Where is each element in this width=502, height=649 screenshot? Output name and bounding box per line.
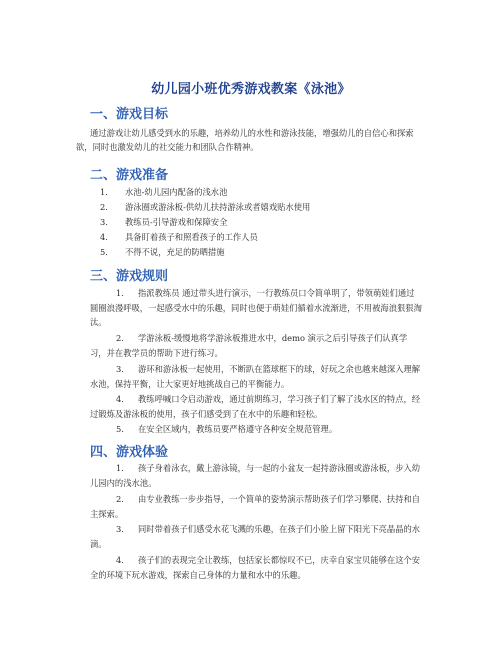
list-item: [90, 492, 422, 521]
list-item: [90, 461, 422, 490]
list-item-number: 3.: [116, 524, 124, 534]
section-heading-rules: 三、游戏规则: [90, 269, 169, 284]
section-heading-preparation: 二、游戏准备: [90, 168, 169, 183]
list-item-text: 孩子们的表现完全让教练，包括家长都惊叹不已，庆幸自家宝贝能够在这个安全的环境下玩水游戏，探索自己身体的力量和水中的乐趣。: [90, 555, 421, 580]
list-item: [100, 185, 227, 199]
list-item: [100, 200, 310, 214]
list-item: [90, 553, 422, 582]
list-item: [90, 422, 422, 437]
list-item-text: 游环和游泳板一起使用，不断趴在篮球框下的球，好玩之余也越来越深入理解水池，保持平衡，让大家更好地挑战自己的平衡能力。: [90, 364, 421, 389]
list-item-number: 4.: [116, 394, 124, 404]
list-item: [100, 245, 225, 259]
list-item-text: 指派教练员 通过带头进行演示，一行教练员口令简单明了，带领萌娃们通过圆圈浪漫呼吸，一起感受水中的乐趣，同时也便于萌娃们循着水流渐进，不用被海浪狠狠淘汰。: [90, 288, 422, 327]
list-item: [100, 215, 227, 229]
list-item-text: 在安全区域内，教练员要严格遵守各种安全规范管理。: [138, 424, 338, 434]
section-heading-goals: 一、游戏目标: [90, 107, 169, 122]
list-item-text: 水池-幼儿园内配备的浅水池: [125, 187, 228, 197]
list-item: [90, 331, 422, 360]
list-item-number: 3.: [100, 217, 108, 227]
list-item-text: 由专业教练一步步指导，一个简单的姿势演示帮助孩子们学习攀爬、扶持和自主探索。: [90, 494, 421, 519]
list-item-number: 2.: [100, 202, 108, 212]
list-item-text: 游泳圈或游泳板-供幼儿扶持游泳或者嬉戏贴水使用: [125, 202, 311, 212]
list-item-text: 同时带着孩子们感受水花飞溅的乐趣，在孩子们小脸上留下阳光下亮晶晶的水滴。: [90, 524, 421, 549]
list-item-text: 孩子身着泳衣，戴上游泳镜，与一起的小盆友一起持游泳圈或游泳板，步入幼儿园内的浅水池。: [90, 463, 421, 488]
list-item-text: 教练员-引导游戏和保障安全: [125, 217, 228, 227]
list-item-number: 5.: [100, 247, 108, 257]
list-item-text: 具备盯着孩子和照看孩子的工作人员: [125, 232, 258, 242]
list-item-text: 教练呼喊口令启动游戏，通过前期练习，学习孩子们了解了浅水区的特点，经过锻炼及游泳板的使用，孩子们感受到了在水中的乐趣和轻松。: [90, 394, 421, 419]
list-item-number: 2.: [116, 333, 124, 343]
list-item-text: 不得不说，充足的防晒措施: [125, 247, 225, 257]
list-item: [90, 392, 422, 421]
section-goals-body: 通过游戏让幼儿感受到水的乐趣，培养幼儿的水性和游泳技能，增强幼儿的自信心和探索欲，同时也激发幼儿的社交能力和团队合作精神。: [76, 128, 414, 152]
list-item-number: 2.: [116, 494, 124, 504]
list-item-number: 4.: [100, 232, 108, 242]
list-item-number: 5.: [116, 424, 124, 434]
list-item-number: 3.: [116, 364, 124, 374]
list-item: [90, 522, 422, 551]
list-item-number: 4.: [116, 555, 124, 565]
section-heading-experience: 四、游戏体验: [90, 445, 169, 460]
list-item: [100, 230, 258, 244]
list-item: [90, 286, 422, 330]
list-item: [90, 362, 422, 391]
document-title: 幼儿园小班优秀游戏教案《泳池》: [151, 82, 351, 97]
list-item-text: 学游泳板-缓慢地将学游泳板推进水中，demo 演示之后引导孩子们认真学习，并在教学员的帮助下进行练习。: [90, 333, 408, 358]
list-item-number: 1.: [116, 288, 124, 298]
list-item-number: 1.: [100, 187, 108, 197]
list-item-number: 1.: [116, 463, 124, 473]
